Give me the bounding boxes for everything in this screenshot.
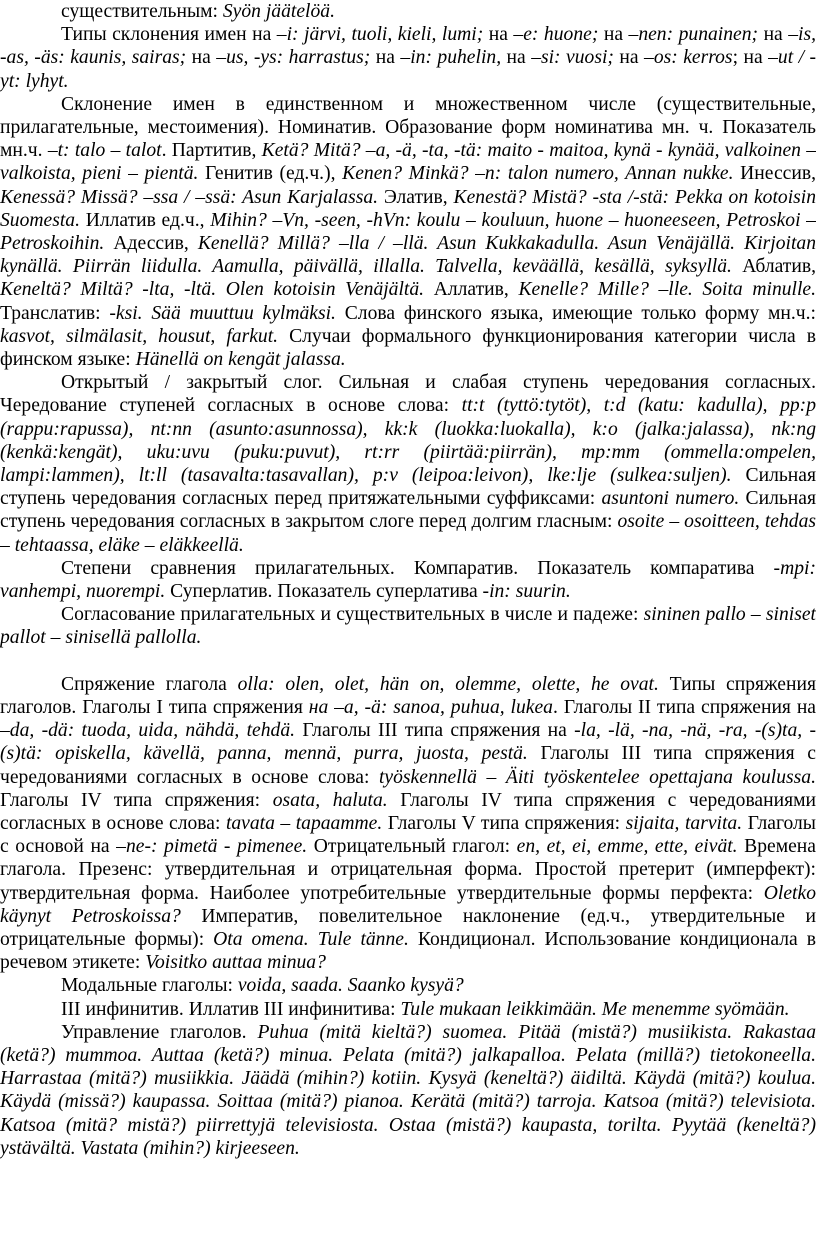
paragraph-declension-types: Типы склонения имен на –i: järvi, tuoli, kieli, lumi; на –e: huone; на –nen: punainen; на –is, -as, -äs: kaunis, sairas; на –us, -ys: harrastus; на –in: puhelin, на –si: vuosi; на –os: kerros; на –ut / -yt: lyhyt. — [0, 24, 816, 92]
paragraph-cases: Склонение имен в единственном и множественном числе (существительные, прилагательные, местоимения). Номинатив. Образование форм номинатива мн. ч. Показатель мн.ч. –t: talo – talot. Партитив, Ketä? Mitä? –a, -ä, -ta, -tä: maito - maitoa, kynä - kynää, valkoinen – valkoista, pieni – pientä. Генитив (ед.ч.), Kenen? Minkä? –n: talon numero, Annan nukke. Инессив, Kenessä? Missä? –ssa / –ssä: Asun Karjalassa. Элатив, Kenestä? Mistä? -sta /-stä: Pekka on kotoisin Suomesta. Иллатив ед.ч., Mihin? –Vn, -seen, -hVn: koulu – kouluun, huone – huoneeseen, Petroskoi – Petroskoihin. Адессив, Kenellä? Millä? –lla / –llä. Asun Kukkakadulla. Asun Venäjällä. Kirjoitan kynällä. Piirrän liidulla. Aamulla, päivällä, illalla. Talvella, keväällä, kesällä, syksyllä. Аблатив, Keneltä? Miltä? -lta, -ltä. Olen kotoisin Venäjältä. Аллатив, Kenelle? Mille? –lle. Soita minulle. Транслатив: -ksi. Sää muuttuu kylmäksi. Слова финского языка, имеющие только форму мн.ч.: kasvot, silmälasit, housut, farkut. Случаи формального функционирования категории числа в финском языке: Hänellä on kengät jalassa. — [0, 93, 816, 371]
paragraph-consonant-gradation: Открытый / закрытый слог. Сильная и слабая ступень чередования согласных. Чередование ступеней согласных в основе слова: tt:t (tyttö:tytöt), t:d (katu: kadulla), pp:p (rappu:rapussa), nt:nn (asunto:asunnossa), kk:k (luokka:luokalla), k:o (jalka:jalassa), nk:ng (kenkä:kengät), uku:uvu (puku:puvut), rt:rr (piirtää:piirrän), mp:mm (ommella:ompelen, lampi:lammen), lt:ll (tasavalta:tasavallan), p:v (leipoa:leivon), lke:lje (sulkea:suljen). Сильная ступень чередования согласных перед притяжательными суффиксами: asuntoni numero. Сильная ступень чередования согласных в закрытом слоге перед долгим гласным: osoite – osoitteen, tehdas – tehtaassa, eläke – eläkkeellä. — [0, 372, 816, 556]
paragraph-noun-example: существительным: Syön jäätelöä. — [61, 1, 335, 22]
paragraph-comparison: Степени сравнения прилагательных. Компаратив. Показатель компаратива -mpi: vanhempi, nuorempi. Суперлатив. Показатель суперлатива -in: suurin. — [0, 557, 816, 603]
paragraph-gap — [0, 650, 816, 673]
paragraph-modal-verbs: Модальные глаголы: voida, saada. Saanko kysyä? — [61, 975, 464, 997]
paragraph-verb-conjugation: Спряжение глагола olla: olen, olet, hän on, olemme, olette, he ovat. Типы спряжения глаголов. Глаголы I типа спряжения на –a, -ä: sanoa, puhua, lukea. Глаголы II типа спряжения на –da, -dä: tuoda, uida, nähdä, tehdä. Глаголы III типа спряжения на -la, -lä, -na, -nä, -ra, -(s)ta, -(s)tä: opiskella, kävellä, panna, mennä, purra, juosta, pestä. Глаголы III типа спряжения с чередованиями согласных в основе слова: työskennellä – Äiti työskentelee opettajana koulussa. Глаголы IV типа спряжения: osata, haluta. Глаголы IV типа спряжения с чередованиями согласных в основе слова: tavata – tapaamme. Глаголы V типа спряжения: sijaita, tarvita. Глаголы с основой на –ne-: pimetä - pimenee. Отрицательный глагол: en, et, ei, emme, ette, eivät. Времена глагола. Презенс: утвердительная и отрицательная форма. Простой претерит (имперфект): утвердительная форма. Наиболее употребительные утвердительные формы перфекта: Oletko käynyt Petroskoissa? Императив, повелительное наклонение (ед.ч., утвердительные и отрицательные формы): Ota omena. Tule tänne. Кондиционал. Использование кондиционала в речевом этикете: Voisitko auttaa minua? — [0, 673, 816, 974]
paragraph-verb-government: Управление глаголов. Puhua (mitä kieltä?) suomea. Pitää (mistä?) musiikista. Rakastaa (ketä?) mummoa. Auttaa (ketä?) minua. Pelata (mitä?) jalkapalloa. Pelata (millä?) tietokoneella. Harrastaa (mitä?) musiikkia. Jäädä (mihin?) kotiin. Kysyä (keneltä?) äidiltä. Käydä (mitä?) koulua. Käydä (missä?) kaupassa. Soittaa (mitä?) pianoa. Kerätä (mitä?) tarroja. Katsoa (mitä?) televisiota. Katsoa (mitä? mistä?) piirrettyjä televisiosta. Ostaa (mistä?) kaupasta, torilta. Pyytää (keneltä?) ystävältä. Vastata (mihin?) kirjeeseen. — [0, 1021, 816, 1159]
paragraph-third-infinitive: III инфинитив. Иллатив III инфинитива: Tule mukaan leikkimään. Me menemme syömään. — [61, 998, 790, 1020]
paragraph-agreement: Согласование прилагательных и существительных в числе и падеже: sininen pallo – siniset pallot – sinisellä pallolla. — [0, 604, 816, 649]
